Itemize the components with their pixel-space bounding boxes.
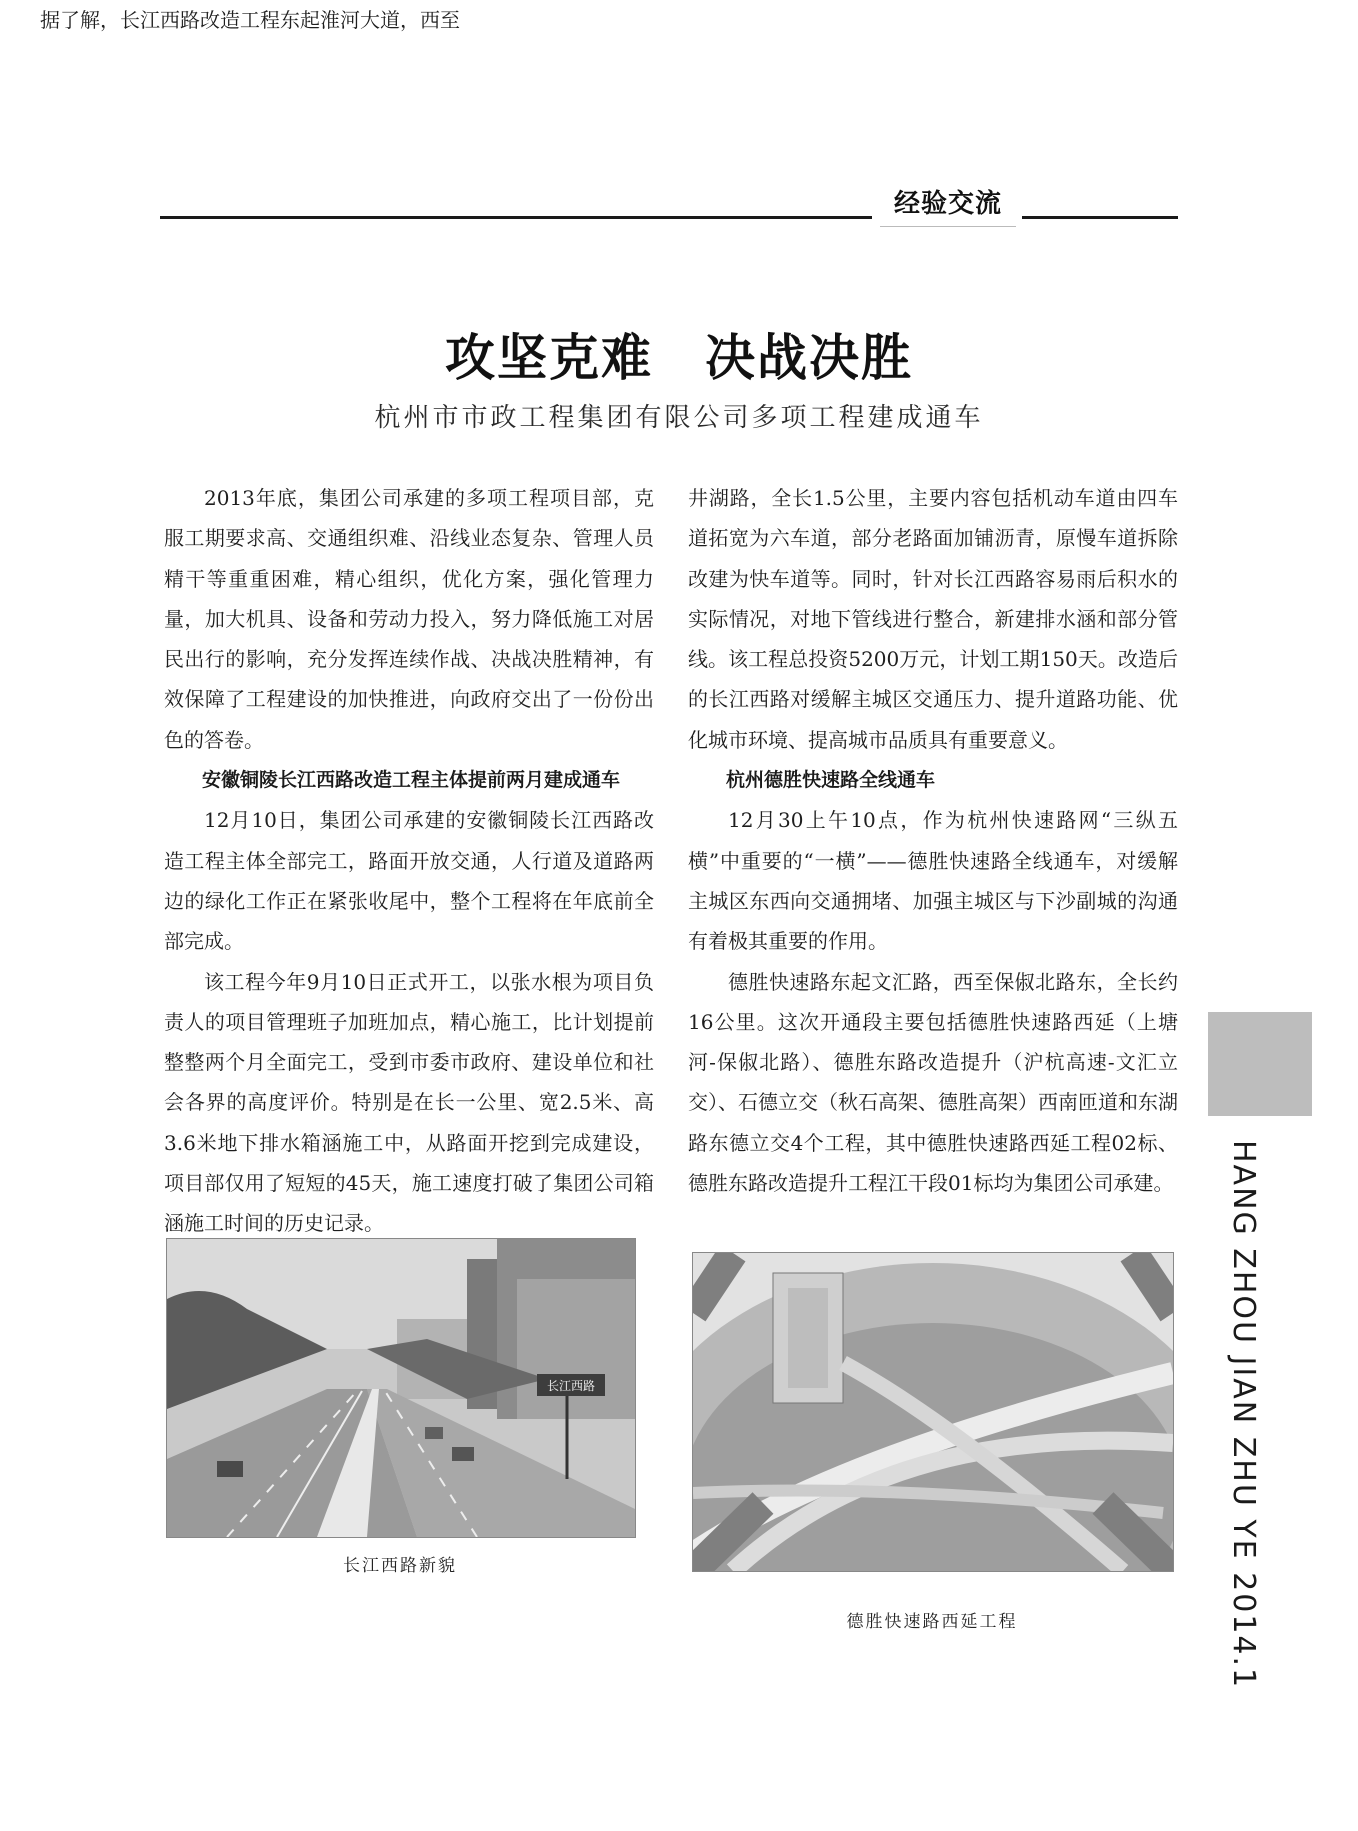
journal-vertical-label: HANG ZHOU JIAN ZHU YE 2014.1	[1226, 1140, 1261, 1690]
road-sign-text: 长江西路	[546, 1379, 596, 1393]
photo-desheng-expressway	[692, 1252, 1174, 1572]
tongling-paragraph-3-continued: 井湖路，全长1.5公里，主要内容包括机动车道由四车道拓宽为六车道，部分老路面加铺沥青，原慢车道拆除改建为快车道等。同时，针对长江西路容易雨后积水的实际情况，对地下管线进行整合，新建排水涵和部分管线。该工程总投资5200万元，计划工期150天。改造后的长江西路对缓解主城区交通压力、提升道路功能、优化城市环境、提高城市品质具有重要意义。	[688, 486, 1178, 752]
tongling-paragraph-1: 12月10日，集团公司承建的安徽铜陵长江西路改造工程主体全部完工，路面开放交通，人行道及道路两边的绿化工作正在紧张收尾中，整个工程将在年底前全部完成。	[164, 808, 654, 954]
article-title: 攻坚克难 决战决胜	[445, 329, 913, 387]
section-label: 经验交流	[893, 189, 1002, 219]
header-rule-left	[160, 216, 872, 219]
article-subtitle: 杭州市市政工程集团有限公司多项工程建成通车	[374, 403, 984, 433]
section-label-underline	[880, 226, 1016, 227]
section-heading-tongling: 安徽铜陵长江西路改造工程主体提前两月建成通车	[202, 769, 621, 792]
desheng-paragraph-2: 德胜快速路东起文汇路，西至保俶北路东，全长约16公里。这次开通段主要包括德胜快速路西延（上塘河-保俶北路）、德胜东路改造提升（沪杭高速-文汇立交）、石德立交（秋石高架、德胜高架）西南匝道和东湖路东德立交4个工程，其中德胜快速路西延工程02标、德胜东路改造提升工程江干段01标均为集团公司承建。	[688, 969, 1178, 1196]
tongling-paragraph-3: 据了解，长江西路改造工程东起淮河大道，西至	[40, 8, 460, 32]
photo1-caption: 长江西路新貌	[343, 1556, 457, 1576]
intro-paragraph: 2013年底，集团公司承建的多项工程项目部，克服工期要求高、交通组织难、沿线业态复杂、管理人员精干等重重困难，精心组织，优化方案，强化管理力量，加大机具、设备和劳动力投入，努力降低施工对居民出行的影响，充分发挥连续作战、决战决胜精神，有效保障了工程建设的加快推进，向政府交出了一份份出色的答卷。	[164, 486, 654, 752]
sidebar-grey-block	[1208, 1012, 1312, 1116]
photo-changjiang-road	[166, 1238, 636, 1538]
right-column	[688, 478, 1178, 1203]
left-column-tail	[0, 0, 490, 40]
left-column	[164, 478, 654, 1244]
desheng-paragraph-1: 12月30上午10点，作为杭州快速路网“三纵五横”中重要的“一横”——德胜快速路全线通车，对缓解主城区东西向交通拥堵、加强主城区与下沙副城的沟通有着极其重要的作用。	[688, 808, 1178, 954]
section-heading-desheng: 杭州德胜快速路全线通车	[726, 769, 936, 792]
tongling-paragraph-2: 该工程今年9月10日正式开工，以张水根为项目负责人的项目管理班子加班加点，精心施工，比计划提前整整两个月全面完工，受到市委市政府、建设单位和社会各界的高度评价。特别是在长一公里、宽2.5米、高3.6米地下排水箱涵施工中，从路面开挖到完成建设，项目部仅用了短短的45天，施工速度打破了集团公司箱涵施工时间的历史记录。	[164, 969, 654, 1236]
header-rule-right	[1022, 216, 1178, 219]
photo2-caption: 德胜快速路西延工程	[846, 1612, 1018, 1632]
